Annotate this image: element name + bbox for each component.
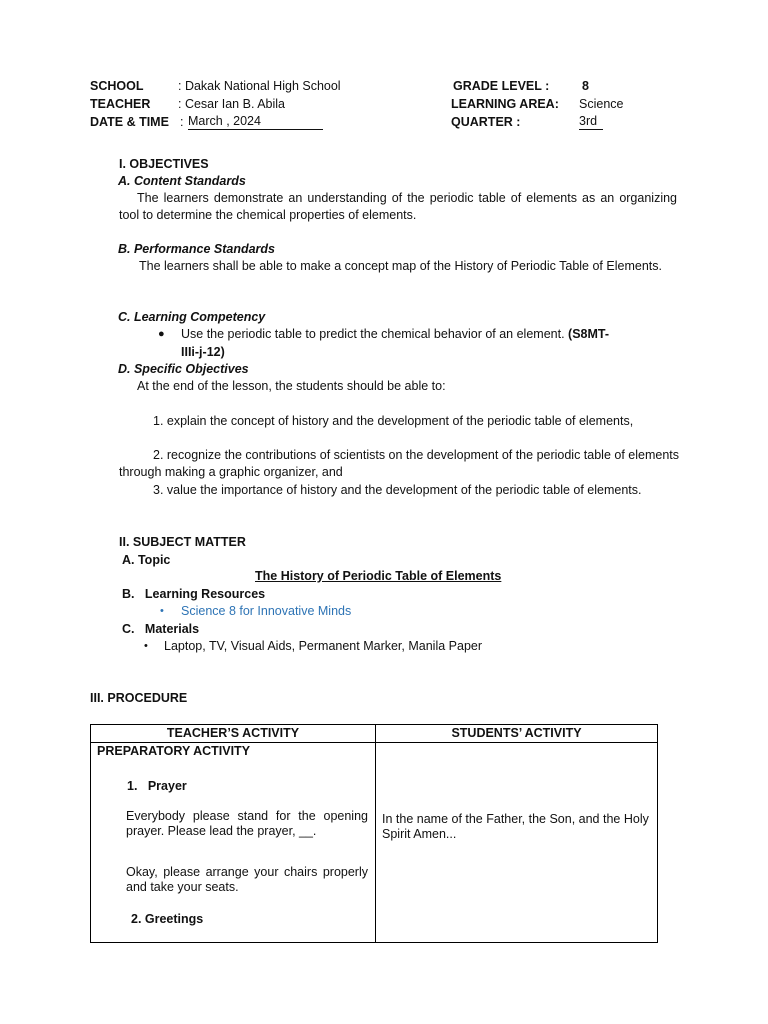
preparatory-activity-label: PREPARATORY ACTIVITY xyxy=(97,744,251,758)
learning-area-value: Science xyxy=(579,97,624,111)
topic-title: The History of Periodic Table of Elements xyxy=(255,569,502,583)
grade-level-value: 8 xyxy=(582,79,589,93)
content-standards-text: The learners demonstrate an understanding of the periodic table of elements as an organizing tool to determine the chemical properties of elements. xyxy=(119,191,677,222)
bullet-icon: • xyxy=(160,605,164,617)
subject-matter-heading: II. SUBJECT MATTER xyxy=(119,535,246,549)
students-activity-cell xyxy=(376,743,658,943)
specific-objectives-heading: D. Specific Objectives xyxy=(118,362,249,376)
learning-area-label: LEARNING AREA: xyxy=(451,97,559,111)
competency-code: (S8MT- xyxy=(568,327,610,341)
datetime-colon: : xyxy=(180,115,184,129)
prayer-instruction: Everybody please stand for the opening prayer. Please lead the prayer, __. xyxy=(126,809,368,838)
student-prayer-response: In the name of the Father, the Son, and the Holy Spirit Amen... xyxy=(382,812,649,841)
teacher-label: TEACHER xyxy=(90,97,151,111)
resource-item: Science 8 for Innovative Minds xyxy=(181,604,352,618)
greetings-label: 2. Greetings xyxy=(131,912,204,926)
learning-resources-label: B. Learning Resources xyxy=(122,587,266,601)
quarter-value: 3rd xyxy=(579,114,603,130)
specific-objectives-intro: At the end of the lesson, the students should be able to: xyxy=(137,379,446,393)
seats-instruction: Okay, please arrange your chairs properly and take your seats. xyxy=(126,865,368,894)
bullet-icon: • xyxy=(144,640,148,652)
materials-label: C. Materials xyxy=(122,622,200,636)
grade-level-label: GRADE LEVEL : xyxy=(453,79,550,93)
learning-competency-heading: C. Learning Competency xyxy=(118,310,266,324)
datetime-value: March , 2024 xyxy=(188,114,323,130)
objectives-heading: I. OBJECTIVES xyxy=(119,157,209,171)
specific-objective-item: 2. recognize the contributions of scientists on the development of the periodic table of elements through making a graphic organizer, and xyxy=(119,448,680,479)
prayer-label: 1. Prayer xyxy=(127,779,187,793)
table-header-row xyxy=(91,725,658,743)
teacher-value: : Cesar Ian B. Abila xyxy=(178,97,286,111)
table-row xyxy=(91,743,658,943)
quarter-label: QUARTER : xyxy=(451,115,521,129)
performance-standards-heading: B. Performance Standards xyxy=(118,242,275,256)
competency-code-continued: IIIi-j-12) xyxy=(181,345,225,359)
procedure-heading: III. PROCEDURE xyxy=(90,691,188,705)
specific-objective-item: 3. value the importance of history and the development of the periodic table of elements. xyxy=(153,483,642,497)
materials-item: Laptop, TV, Visual Aids, Permanent Marker, Manila Paper xyxy=(164,639,483,653)
specific-objective-item: 1. explain the concept of history and the development of the periodic table of elements, xyxy=(153,414,634,428)
school-label: SCHOOL xyxy=(90,79,144,93)
students-activity-header: STUDENTS’ ACTIVITY xyxy=(376,725,658,743)
procedure-table xyxy=(90,724,658,943)
bullet-icon: ● xyxy=(158,328,165,340)
content-standards-heading: A. Content Standards xyxy=(118,174,246,188)
school-value: : Dakak National High School xyxy=(178,79,341,93)
competency-text: Use the periodic table to predict the chemical behavior of an element. (S8MT- xyxy=(181,327,610,341)
performance-standards-text: The learners shall be able to make a concept map of the History of Periodic Table of Elements. xyxy=(139,259,662,273)
topic-label: A. Topic xyxy=(122,553,171,567)
datetime-label: DATE & TIME xyxy=(90,115,169,129)
teacher-activity-header: TEACHER’S ACTIVITY xyxy=(91,725,376,743)
teacher-activity-cell xyxy=(91,743,376,943)
